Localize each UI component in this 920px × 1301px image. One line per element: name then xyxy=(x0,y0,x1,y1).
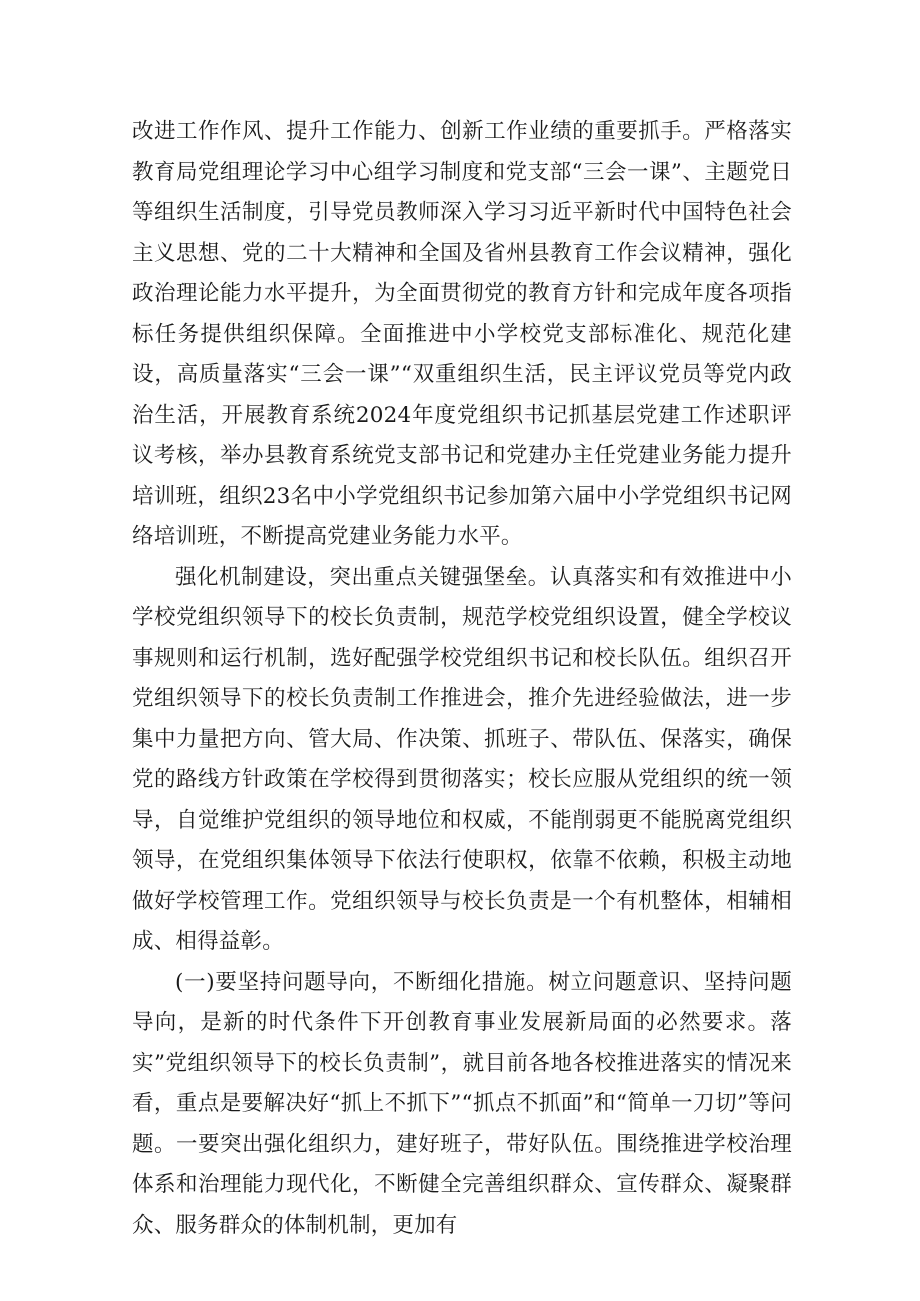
paragraph-1: 改进工作作风、提升工作能力、创新工作业绩的重要抓手。严格落实教育局党组理论学习中心组学习制度和党支部“三会一课”、主题党日等组织生活制度，引导党员教师深入学习习近平新时代中国特色社会主义思想、党的二十大精神和全国及省州县教育工作会议精神，强化政治理论能力水平提升，为全面贯彻党的教育方针和完成年度各项指标任务提供组织保障。全面推进中小学校党支部标准化、规范化建设，高质量落实“三会一课”“双重组织生活，民主评议党员等党内政治生活，开展教育系统2024年度党组织书记抓基层党建工作述职评议考核，举办县教育系统党支部书记和党建办主任党建业务能力提升培训班，组织23名中小学党组织书记参加第六届中小学党组织书记网络培训班，不断提高党建业务能力水平。 xyxy=(132,119,792,549)
paragraph-2: 强化机制建设，突出重点关键强堡垒。认真落实和有效推进中小学校党组织领导下的校长负责制，规范学校党组织设置，健全学校议事规则和运行机制，选好配强学校党组织书记和校长队伍。组织召开党组织领导下的校长负责制工作推进会，推介先进经验做法，进一步集中力量把方向、管大局、作决策、抓班子、带队伍、保落实，确保党的路线方针政策在学校得到贯彻落实；校长应服从党组织的统一领导，自觉维护党组织的领导地位和权威，不能削弱更不能脱离党组织领导，在党组织集体领导下依法行使职权，依靠不依赖，积极主动地做好学校管理工作。党组织领导与校长负责是一个有机整体，相辅相成、相得益彰。 xyxy=(132,564,792,954)
document-body xyxy=(132,112,792,1246)
paragraph-3: (一)要坚持问题导向，不断细化措施。树立问题意识、坚持问题导向，是新的时代条件下开创教育事业发展新局面的必然要求。落实”党组织领导下的校长负责制”，就目前各地各校推进落实的情况来看，重点是要解决好“抓上不抓下”“抓点不抓面”和“简单一刀切”等问题。一要突出强化组织力，建好班子，带好队伍。围绕推进学校治理体系和治理能力现代化，不断健全完善组织群众、宣传群众、凝聚群众、服务群众的体制机制，更加有 xyxy=(132,969,792,1238)
